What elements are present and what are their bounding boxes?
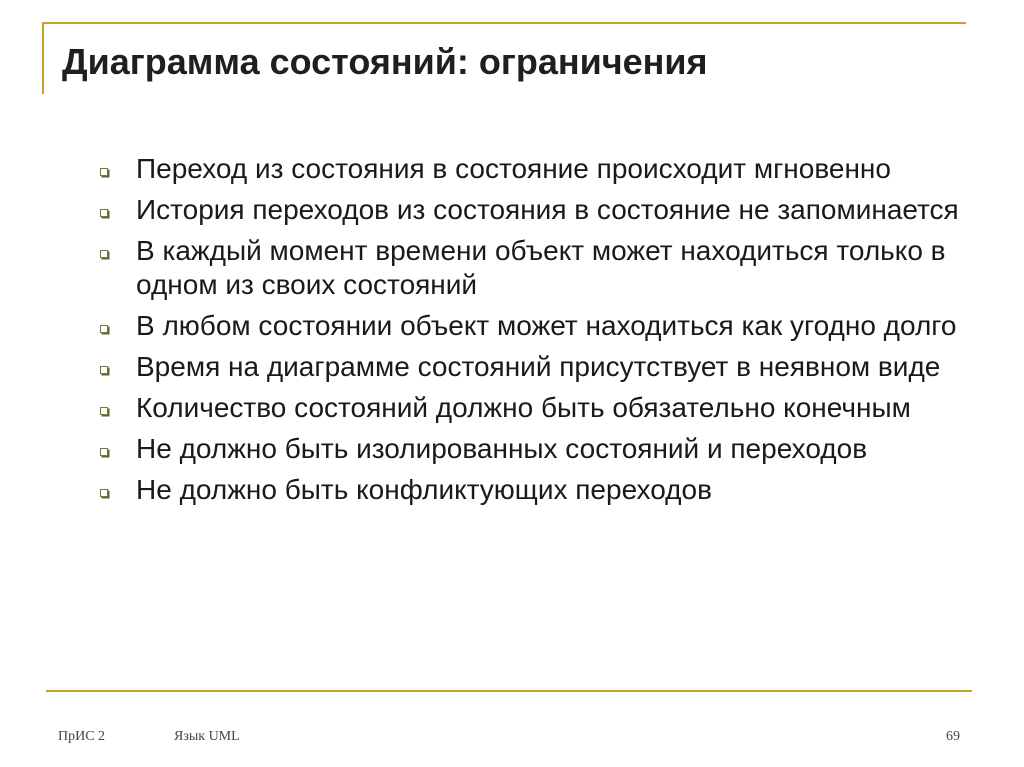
bullet-item <box>98 234 978 302</box>
left-accent-line <box>42 22 44 94</box>
bullet-text: Не должно быть конфликтующих переходов <box>136 474 712 505</box>
bullet-item <box>98 432 978 466</box>
footer-page-number: 69 <box>946 729 960 744</box>
bullet-item <box>98 309 978 343</box>
bullet-text: Переход из состояния в состояние происходит мгновенно <box>136 153 891 184</box>
bullet-item <box>98 152 978 186</box>
bullet-item <box>98 391 978 425</box>
hollow-square-bullet-icon <box>100 407 108 415</box>
hollow-square-bullet-icon <box>100 366 108 374</box>
hollow-square-bullet-icon <box>100 448 108 456</box>
bullet-item <box>98 350 978 384</box>
hollow-square-bullet-icon <box>100 325 108 333</box>
bullet-list <box>98 152 978 514</box>
bullet-text: В каждый момент времени объект может находиться только в одном из своих состояний <box>136 235 946 300</box>
footer-topic: Язык UML <box>174 729 240 744</box>
slide-title: Диаграмма состояний: ограничения <box>62 41 708 82</box>
bullet-text: Не должно быть изолированных состояний и переходов <box>136 433 868 464</box>
hollow-square-bullet-icon <box>100 489 108 497</box>
footer-course: ПрИС 2 <box>58 729 106 744</box>
bottom-accent-line <box>46 690 972 692</box>
bullet-text: История переходов из состояния в состояние не запоминается <box>136 194 959 225</box>
top-accent-line <box>42 22 966 24</box>
bullet-text: Время на диаграмме состояний присутствует в неявном виде <box>136 351 941 382</box>
bullet-item <box>98 473 978 507</box>
bullet-text: В любом состоянии объект может находиться как угодно долго <box>136 310 957 341</box>
hollow-square-bullet-icon <box>100 250 108 258</box>
bullet-text: Количество состояний должно быть обязательно конечным <box>136 392 911 423</box>
bullet-item <box>98 193 978 227</box>
hollow-square-bullet-icon <box>100 209 108 217</box>
hollow-square-bullet-icon <box>100 168 108 176</box>
